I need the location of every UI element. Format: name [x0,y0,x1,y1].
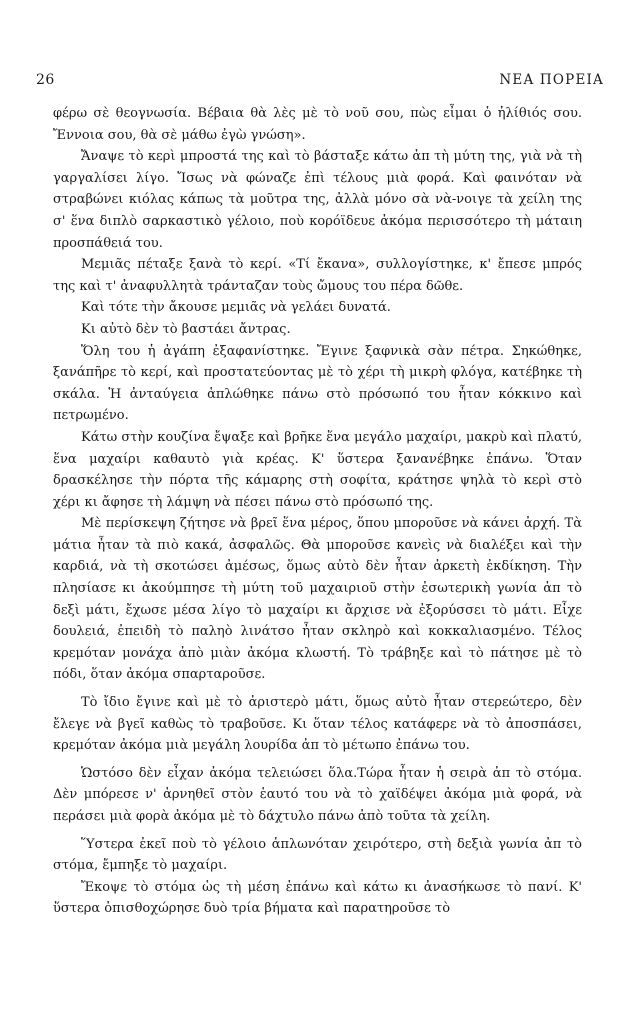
paragraph: Ἔκοψε τὸ στόμα ὡς τὴ μέση ἐπάνω καὶ κάτω κι ἀνασήκωσε τὸ πανί. Κ' ὕστερα ὀπισθοχώρησε δυὸ τρία βήματα καὶ παρατηροῦσε τὸ [53,879,582,917]
paragraph: Ὕστερα ἐκεῖ ποὺ τὸ γέλοιο ἁπλωνόταν χειρότερο, στὴ δεξιὰ γωνία ἀπ τὸ στόμα, ἔμπηξε τὸ μαχαίρι. [53,836,582,874]
page-header [36,72,604,92]
paragraph: Μὲ περίσκεψη ζήτησε νὰ βρεῖ ἕνα μέρος, ὅπου μποροῦσε νὰ κάνει ἀρχή. Τὰ μάτια ἦταν τὰ πιὸ κακά, ἀσφαλῶς. Θὰ μποροῦσε κανεὶς νὰ διαλέξει καὶ τὴν καρδιά, νὰ τὴ σκοτώσει ἀμέσως, ὅμως αὐτὸ δὲν ἦταν ἀρκετὴ ἐκδίκηση. Τὴν πλησίασε κι ἀκούμπησε τὴ μύτη τοῦ μαχαιριοῦ στὴν ἐσωτερικὴ γωνία ἀπ τὸ δεξὶ μάτι, ἔχωσε μέσα λίγο τὸ μαχαίρι κι ἄρχισε νὰ ἐξορύσσει τὸ μάτι. Εἶχε δουλειά, ἐπειδὴ τὸ παληὸ λινάτσο ἦταν σκληρὸ καὶ κοκκαλιασμένο. Τέλος κρεμόταν μονάχα ἀπὸ μιὰν ἀκόμα κλωστή. Τὸ τράβηξε καὶ τὸ πάτησε μὲ τὸ πόδι, ὅταν ἀκόμα σπαρταροῦσε. [53,516,582,683]
paragraph: Μεμιᾶς πέταξε ξανὰ τὸ κερί. «Τί ἔκανα», συλλογίστηκε, κ' ἔπεσε μπρός της καὶ τ' ἀναφυλλητὰ τράνταζαν τοὺς ὤμους του πέρα δῶθε. [53,257,582,294]
paragraph: Ὅλη του ἡ ἀγάπη ἐξαφανίστηκε. Ἔγινε ξαφνικὰ σὰν πέτρα. Σηκώθηκε, ξανάπῆρε τὸ κερί, καὶ προστατεύοντας μὲ τὸ χέρι τὴ μικρὴ φλόγα, κατέβηκε τὴ σκάλα. Ἡ ἀνταύγεια ἁπλώθηκε πάνω στὸ πρόσωπό του ἦταν κόκκινο καὶ πετρωμένο. [53,343,582,424]
paragraph: Ὡστόσο δὲν εἶχαν ἀκόμα τελειώσει ὅλα.Τώρα ἦταν ἡ σειρὰ ἀπ τὸ στόμα. Δὲν μπόρεσε ν' ἀρνηθεῖ στὸν ἑαυτό του νὰ τὸ χαϊδέψει ἀκόμα μιὰ φορά, νὰ περάσει μιὰ φορὰ ἀκόμα μὲ τὸ δάχτυλο πάνω ἀπὸ τοῦτα τὰ χείλη. [53,765,582,824]
body-text [53,103,582,920]
paragraph: Κάτω στὴν κουζίνα ἔψαξε καὶ βρῆκε ἕνα μεγάλο μαχαίρι, μακρὺ καὶ πλατύ, ἕνα μαχαίρι καθαυτὸ γιὰ κρέας. Κ' ὕστερα ξανανέβηκε ἐπάνω. Ὅταν δρασκέλησε τὴν πόρτα τῆς κάμαρης στὴ σοφίτα, κράτησε ψηλὰ τὸ κερὶ στὸ χέρι κι ἄφησε τὴ λάμψη νὰ πέσει πάνω στὸ πρόσωπό της. [53,429,582,510]
paragraph: Τὸ ἴδιο ἔγινε καὶ μὲ τὸ ἀριστερὸ μάτι, ὅμως αὐτὸ ἦταν στερεώτερο, δὲν ἔλεγε νὰ βγεῖ καθὼς τὸ τραβοῦσε. Κι ὅταν τέλος κατάφερε νὰ τὸ ἀποσπάσει, κρεμόταν ἀκόμα μιὰ μεγάλη λουρίδα ἀπ τὸ μέτωπο ἐπάνω του. [53,695,582,754]
running-title: ΝΕΑ ΠΟΡΕΙΑ [499,72,604,88]
paragraph: Κι αὐτὸ δὲν τὸ βαστάει ἄντρας. [81,321,291,337]
page-number: 26 [36,72,55,88]
paragraph: φέρω σὲ θεογνωσία. Βέβαια θὰ λὲς μὲ τὸ νοῦ σου, πὼς εἶμαι ὁ ἠλίθιός σου. Ἔννοια σου, θὰ σὲ μάθω ἐγὼ γνώση». [53,106,582,143]
paragraph: Καὶ τότε τὴν ἄκουσε μεμιᾶς νὰ γελάει δυνατά. [81,300,391,316]
paragraph: Ἄναψε τὸ κερὶ μπροστά της καὶ τὸ βάσταξε κάτω ἀπ τὴ μύτη της, γιὰ νὰ τὴ γαργαλίσει λίγο. Ἴσως νὰ φώναζε ἐπὶ τέλους μιὰ φορά. Καὶ φαινόταν νὰ στραβώνει κιόλας κάπως τὰ μοῦτρα της, ἀλλὰ μόνο σὰ νὰ-νοιγε τὰ χείλη της σ' ἕνα διπλὸ σαρκαστικὸ γέλοιο, ποὺ κορόϊδευε ἀκόμα περισσότερο τὴ μάταιη προσπάθειά του. [53,149,582,251]
